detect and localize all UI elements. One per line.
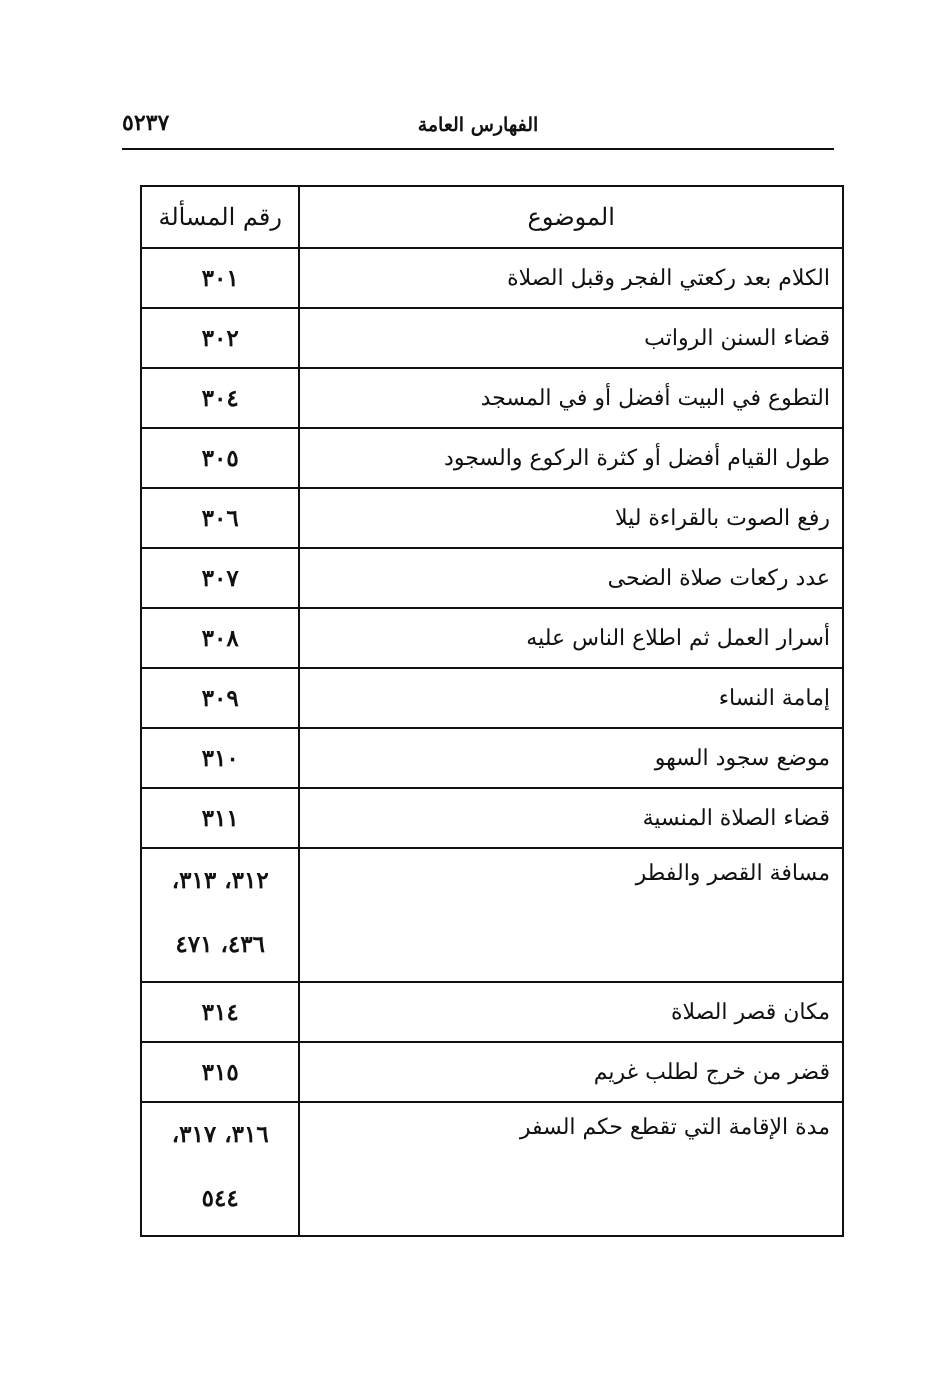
topic-cell: أسرار العمل ثم اطلاع الناس عليه [299,608,843,668]
table-row [141,728,843,788]
issue-number-cell: ٣٠٦ [141,488,299,548]
topic-column-header: الموضوع [299,186,843,248]
table-row [141,668,843,728]
index-table [140,185,844,1237]
table-row [141,788,843,848]
issue-number-cell: ٣٠٩ [141,668,299,728]
topic-cell: إمامة النساء [299,668,843,728]
table-row [141,368,843,428]
topic-cell: قضاء الصلاة المنسية [299,788,843,848]
topic-cell: مكان قصر الصلاة [299,982,843,1042]
topic-cell: قضر من خرج لطلب غريم [299,1042,843,1102]
issue-number-cell: ٣١٤ [141,982,299,1042]
table-row [141,428,843,488]
table-row [141,1102,843,1236]
issue-number-cell: ٣٠٨ [141,608,299,668]
issue-number-cell: ٣٠٥ [141,428,299,488]
topic-cell: الكلام بعد ركعتي الفجر وقبل الصلاة [299,248,843,308]
issue-number-cell: ٣٠١ [141,248,299,308]
header-rule [122,148,834,150]
topic-cell: موضع سجود السهو [299,728,843,788]
topic-cell: عدد ركعات صلاة الضحى [299,548,843,608]
table-row [141,308,843,368]
issue-number-cell: ٣١١ [141,788,299,848]
issue-number-cell: ٣٠٢ [141,308,299,368]
table-row [141,488,843,548]
topic-cell: قضاء السنن الرواتب [299,308,843,368]
table-row [141,982,843,1042]
topic-cell: رفع الصوت بالقراءة ليلا [299,488,843,548]
page-number: ٥٢٣٧ [122,110,170,136]
issue-number-cell: ٣٠٤ [141,368,299,428]
issue-number-cell: ٣١٢، ٣١٣، ٤٣٦، ٤٧١ [141,848,299,982]
page-header [122,106,834,150]
table-row [141,848,843,982]
issue-number-cell: ٣١٥ [141,1042,299,1102]
table-row [141,1042,843,1102]
table-row [141,548,843,608]
topic-cell: مدة الإقامة التي تقطع حكم السفر [299,1102,843,1236]
table-header-row [141,186,843,248]
topic-cell: طول القيام أفضل أو كثرة الركوع والسجود [299,428,843,488]
topic-cell: التطوع في البيت أفضل أو في المسجد [299,368,843,428]
topic-cell: مسافة القصر والفطر [299,848,843,982]
running-title: الفهارس العامة [417,114,539,136]
issue-number-cell: ٣٠٧ [141,548,299,608]
table-row [141,248,843,308]
issue-number-column-header: رقم المسألة [141,186,299,248]
table-row [141,608,843,668]
issue-number-cell: ٣١٠ [141,728,299,788]
issue-number-cell: ٣١٦، ٣١٧، ٥٤٤ [141,1102,299,1236]
